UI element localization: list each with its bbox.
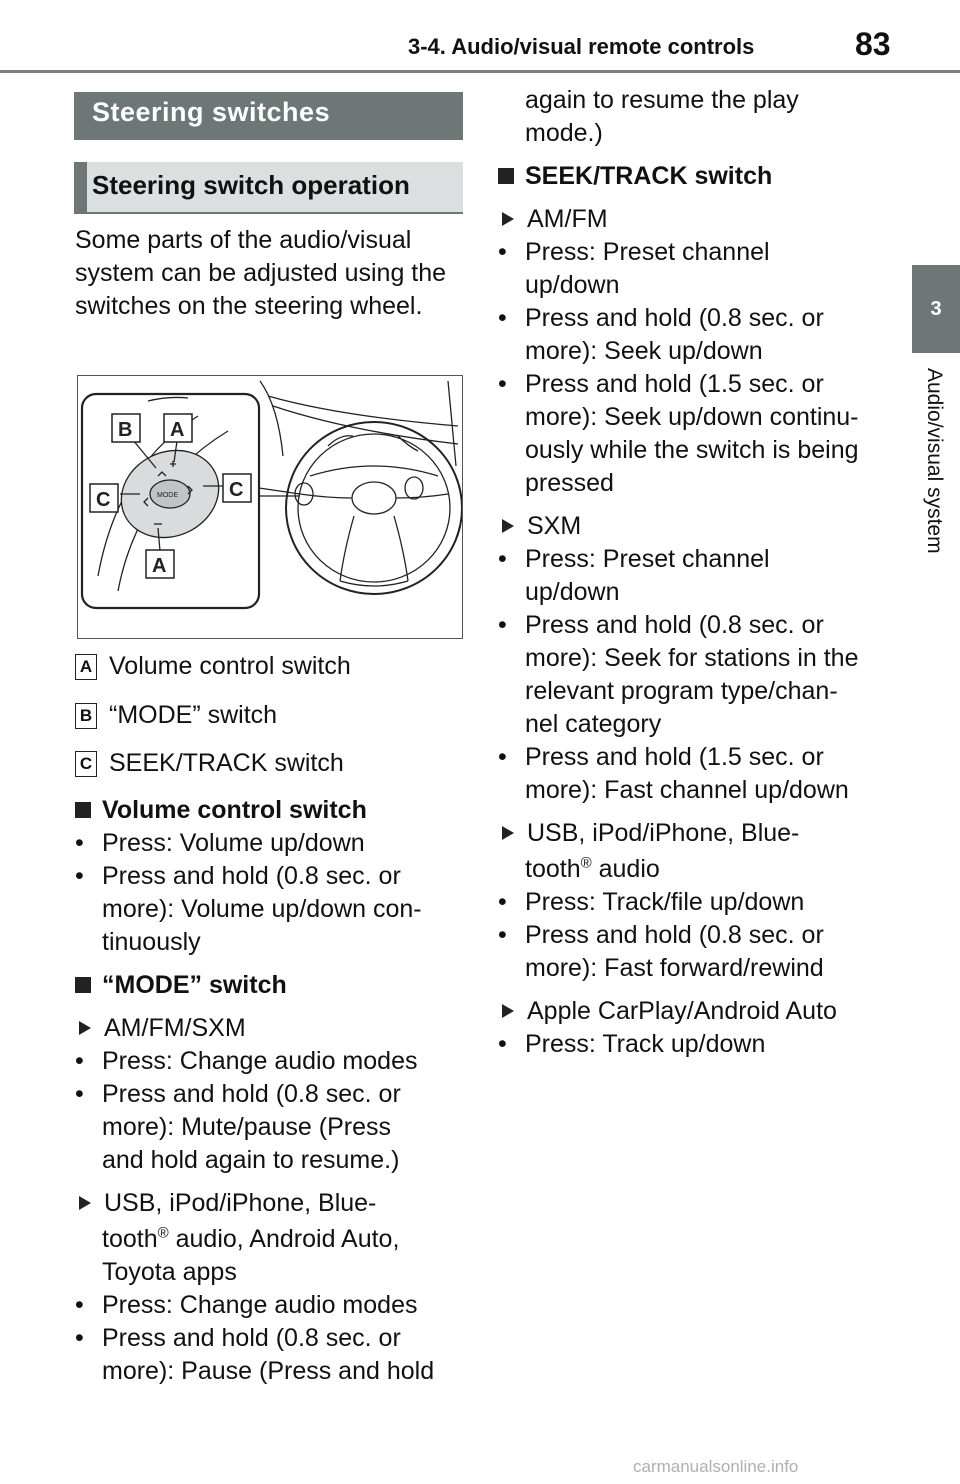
- triangle-bullet-icon: [79, 1196, 91, 1210]
- list-item-cont: more): Fast forward/rewind: [525, 954, 824, 982]
- list-item-cont: tinuously: [102, 928, 201, 956]
- square-bullet-icon: [75, 977, 91, 993]
- list-item: • Press and hold (1.5 sec. or: [498, 743, 824, 771]
- legend-letter-b: B: [75, 703, 97, 729]
- triangle-bullet-icon: [502, 826, 514, 840]
- list-item-cont: ously while the switch is being: [525, 436, 859, 464]
- triangle-bullet-icon: [502, 212, 514, 226]
- header-title: 3-4. Audio/visual remote controls: [408, 34, 755, 59]
- steering-wheel-illustration: [77, 375, 463, 639]
- square-bullet-icon: [498, 168, 514, 184]
- legend-letter-a: A: [75, 654, 97, 680]
- list-item: • Press and hold (0.8 sec. or: [75, 862, 401, 890]
- list-item: • Press: Change audio modes: [75, 1047, 418, 1075]
- legend-text-a: Volume control switch: [109, 652, 351, 680]
- list-item-cont: more): Mute/pause (Press: [102, 1113, 391, 1141]
- list-item-cont: and hold again to resume.): [102, 1146, 400, 1174]
- list-item-cont: mode.): [525, 119, 603, 147]
- legend-text-c: SEEK/TRACK switch: [109, 749, 344, 777]
- list-item-cont: relevant program type/chan-: [525, 677, 838, 705]
- steering-wheel-drawing: [78, 376, 462, 638]
- chapter-tab[interactable]: [912, 265, 960, 353]
- list-item: • Press and hold (1.5 sec. or: [498, 370, 824, 398]
- list-item: • Press: Volume up/down: [75, 829, 365, 857]
- watermark[interactable]: carmanualsonline.info: [633, 1457, 799, 1476]
- list-item-cont: again to resume the play: [525, 86, 799, 114]
- triangle-bullet-icon: [79, 1021, 91, 1035]
- list-item-cont: more): Seek up/down continu-: [525, 403, 859, 431]
- legend-text-b: “MODE” switch: [109, 701, 278, 729]
- legend-item-c: [75, 749, 344, 778]
- page-number: 83: [855, 26, 891, 62]
- group-title-cont: tooth® audio, Android Auto,: [102, 1224, 400, 1253]
- list-item: • Press and hold (0.8 sec. or: [498, 611, 824, 639]
- group-title: AM/FM: [498, 203, 888, 236]
- group-title: SXM: [498, 510, 888, 543]
- group-title: Apple CarPlay/Android Auto: [498, 995, 888, 1028]
- volume-heading: Volume control switch: [75, 794, 460, 827]
- list-item: • Press and hold (0.8 sec. or: [498, 304, 824, 332]
- figure-label-c-right: C: [229, 479, 244, 501]
- triangle-bullet-icon: [502, 1004, 514, 1018]
- list-item-cont: more): Volume up/down con-: [102, 895, 422, 923]
- mode-heading: “MODE” switch: [75, 969, 460, 1002]
- list-item: • Press: Track up/down: [498, 1030, 766, 1058]
- seek-heading: SEEK/TRACK switch: [498, 160, 888, 193]
- list-item: • Press: Preset channel: [498, 238, 770, 266]
- legend-item-b: [75, 701, 277, 730]
- square-bullet-icon: [75, 802, 91, 818]
- intro-paragraph: Some parts of the audio/visual system can be adjusted using the switches on the steering wheel.: [75, 226, 447, 320]
- list-item-cont: nel category: [525, 710, 662, 738]
- header-rule: [0, 70, 960, 73]
- subsection-title: Steering switch operation: [74, 162, 463, 214]
- list-item-cont: more): Pause (Press and hold: [102, 1357, 435, 1385]
- group-title-cont: tooth® audio: [525, 854, 660, 883]
- list-item-cont: more): Fast channel up/down: [525, 776, 849, 804]
- list-item: • Press and hold (0.8 sec. or: [75, 1324, 401, 1352]
- section-title: Steering switches: [74, 92, 463, 140]
- figure-label-a-bottom: A: [152, 555, 167, 577]
- list-item-cont: pressed: [525, 469, 614, 497]
- figure-label-b: B: [118, 419, 133, 441]
- group-title-cont: Toyota apps: [102, 1258, 237, 1286]
- list-item-cont: more): Seek up/down: [525, 337, 763, 365]
- list-item-cont: up/down: [525, 578, 620, 606]
- list-item: • Press and hold (0.8 sec. or: [75, 1080, 401, 1108]
- group-title: USB, iPod/iPhone, Blue-: [498, 817, 888, 850]
- legend-letter-c: C: [75, 751, 97, 777]
- legend-item-a: [75, 652, 351, 681]
- group-title: AM/FM/SXM: [75, 1012, 460, 1045]
- triangle-bullet-icon: [502, 519, 514, 533]
- figure-label-a-top: A: [170, 419, 185, 441]
- svg-text:MODE: MODE: [157, 492, 178, 499]
- list-item: • Press and hold (0.8 sec. or: [498, 921, 824, 949]
- list-item: • Press: Change audio modes: [75, 1291, 418, 1319]
- figure-label-c-left: C: [96, 489, 111, 511]
- chapter-label: Audio/visual system: [923, 368, 946, 554]
- list-item: • Press: Track/file up/down: [498, 888, 805, 916]
- chapter-number: 3: [930, 297, 942, 320]
- list-item: • Press: Preset channel: [498, 545, 770, 573]
- list-item-cont: more): Seek for stations in the: [525, 644, 859, 672]
- right-column: [498, 84, 888, 1061]
- group-title: USB, iPod/iPhone, Blue-: [75, 1187, 460, 1220]
- list-item-cont: up/down: [525, 271, 620, 299]
- left-column: [75, 794, 460, 1388]
